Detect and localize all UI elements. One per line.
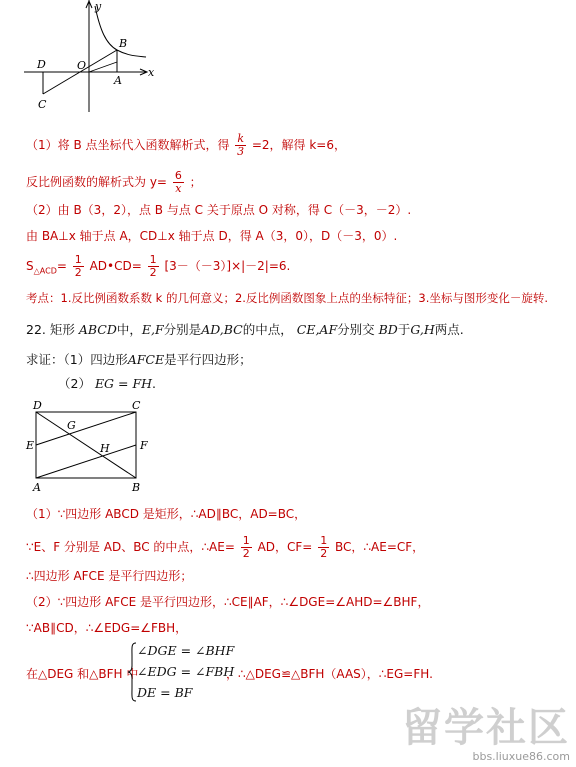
fraction-half-2: $\frac{1}{2}$ — [149, 253, 157, 279]
sol22-system-row1: ∠DGE = ∠BHF — [137, 643, 235, 658]
graph1-label-a: A — [114, 74, 122, 87]
sol22-system-row3: DE = BF — [137, 685, 193, 700]
q22-prove-2: （2） EG = FH. — [58, 376, 157, 391]
graph1-label-o: O — [77, 59, 87, 72]
sol1-line2: 反比例函数的解析式为 y= $\frac{6}{x}$ ； — [26, 169, 202, 195]
q22-prove-1: 求证：（1）四边形AFCE是平行四边形； — [26, 352, 252, 367]
graph-hyperbola — [22, 0, 162, 115]
fraction-k-over-3: $\frac{k}{3}$ — [237, 132, 245, 158]
graph1-label-x: x — [148, 66, 155, 79]
graph2-label-e: E — [26, 439, 35, 452]
watermark-logo — [402, 706, 570, 763]
fraction-half-4: $\frac{1}{2}$ — [320, 534, 328, 560]
graph2-label-d: D — [33, 399, 42, 412]
graph1-label-d: D — [37, 58, 46, 71]
graph-rectangle — [24, 396, 164, 496]
sol22-line4: （2）∵四边形 AFCE 是平行四边形，∴CE∥AF，∴∠DGE=∠AHD=∠BHF， — [26, 595, 430, 609]
fraction-half-1: $\frac{1}{2}$ — [74, 253, 82, 279]
graph1-label-c: C — [38, 98, 47, 111]
sol22-line6-suffix: ，∴△DEG≌△BFH（AAS），∴EG=FH. — [226, 667, 433, 681]
sol22-line3: ∴四边形 AFCE 是平行四边形； — [26, 569, 193, 583]
graph2-label-h: H — [100, 442, 110, 455]
sol22-line5: ∵AB∥CD，∴∠EDG=∠FBH， — [26, 621, 188, 635]
sol22-system-row2: ∠EDG = ∠FBH — [137, 664, 235, 679]
graph1-label-y: y — [95, 0, 102, 13]
kaodian-line: 考点：1.反比例函数系数 k 的几何意义；2.反比例函数图象上点的坐标特征；3.坐标与图形变化－旋转. — [26, 291, 549, 305]
sol22-line1: （1）∵四边形 ABCD 是矩形，∴AD∥BC，AD=BC， — [26, 507, 307, 521]
graph2-label-f: F — [140, 439, 148, 452]
sol22-line2: ∵E、F 分别是 AD、BC 的中点，∴AE= $\frac{1}{2}$ AD，CF= $\frac{1}{2}$ BC，∴AE=CF， — [26, 534, 425, 560]
fraction-6-over-x: $\frac{6}{x}$ — [174, 169, 182, 195]
brace-icon — [127, 642, 137, 702]
graph2-label-g: G — [67, 419, 76, 432]
sol1-line4: 由 BA⊥x 轴于点 A，CD⊥x 轴于点 D，得 A（3，0），D（－3，0）. — [26, 229, 398, 243]
watermark-title: 留学社区 — [402, 705, 570, 751]
fraction-half-3: $\frac{1}{2}$ — [242, 534, 250, 560]
sol1-line3: （2）由 B（3，2），点 B 与点 C 关于原点 O 对称，得 C（－3，－2）. — [26, 203, 412, 217]
q22-stem: 22. 矩形 ABCD中，E,F分别是AD,BC的中点， CE,AF分别交 BD于G,H两点. — [26, 322, 464, 337]
sol1-line5: $S_{\triangle ACD}=$ $\frac{1}{2}$ AD•CD= $\frac{1}{2}$ [3－（－3）]×|－2|=6. — [26, 253, 291, 279]
graph2-label-b: B — [132, 481, 141, 494]
sol22-line6-prefix: 在△DEG 和△BFH 中 — [26, 667, 139, 681]
graph2-label-a: A — [33, 481, 41, 494]
graph2-label-c: C — [132, 399, 141, 412]
watermark-url: bbs.liuxue86.com — [472, 750, 570, 763]
sol1-line1: （1）将 B 点坐标代入函数解析式，得 $\frac{k}{3}$ =2，解得 k=6， — [26, 132, 346, 158]
graph1-label-b: B — [119, 37, 128, 50]
